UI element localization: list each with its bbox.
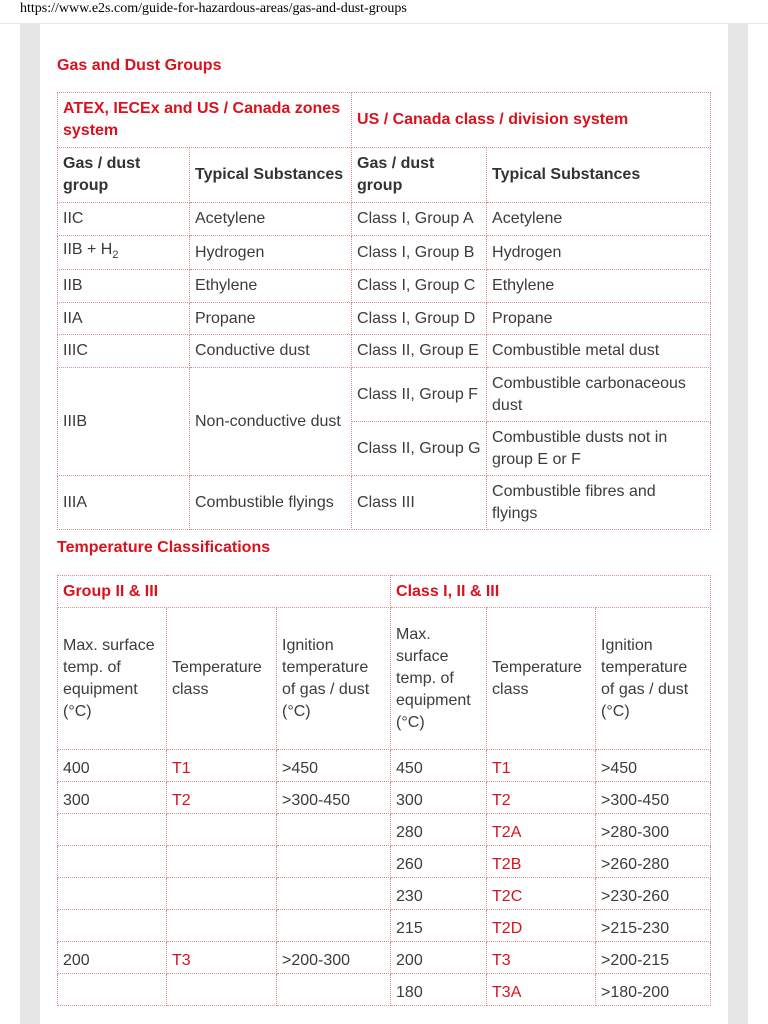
gas-dust-groups-table <box>57 92 711 530</box>
surface-temp-cell: 200 <box>58 942 167 974</box>
substance-cell: Acetylene <box>190 203 352 236</box>
col-typical-substances-us: Typical Substances <box>487 148 711 203</box>
table-row <box>58 335 711 368</box>
class-group-cell: Class III <box>352 476 487 530</box>
ignition-cell-us: >230-260 <box>596 878 711 910</box>
table-row <box>58 236 711 270</box>
substance-cell: Combustible flyings <box>190 476 352 530</box>
ignition-cell <box>277 910 391 942</box>
group-cell: IIC <box>58 203 190 236</box>
col-ignition-temp: Ignition temperature of gas / dust (°C) <box>277 608 391 750</box>
table-row <box>58 942 711 974</box>
substance-cell: Hydrogen <box>190 236 352 270</box>
table-row <box>58 814 711 846</box>
temp-class-cell-us: T2C <box>487 878 596 910</box>
surface-temp-cell <box>58 814 167 846</box>
surface-temp-cell-us: 300 <box>391 782 487 814</box>
col-temperature-class: Temperature class <box>167 608 277 750</box>
table-row <box>58 270 711 303</box>
class-division-header: US / Canada class / division system <box>352 93 711 148</box>
col-max-surface-temp-us: Max. surface temp. of equipment (°C) <box>391 608 487 750</box>
surface-temp-cell: 300 <box>58 782 167 814</box>
class-group-cell: Class I, Group C <box>352 270 487 303</box>
table-row <box>58 910 711 942</box>
content-page <box>40 24 728 1024</box>
surface-temp-cell <box>58 878 167 910</box>
col-gas-dust-group-us: Gas / dust group <box>352 148 487 203</box>
temp-class-cell-us: T3A <box>487 974 596 1006</box>
class-group-cell: Class II, Group F <box>352 368 487 422</box>
temp-class-cell-us: T3 <box>487 942 596 974</box>
ignition-cell: >450 <box>277 750 391 782</box>
col-ignition-temp-us: Ignition temperature of gas / dust (°C) <box>596 608 711 750</box>
class-substance-cell: Hydrogen <box>487 236 711 270</box>
temp-class-cell-us: T2A <box>487 814 596 846</box>
group-subscript: 2 <box>112 249 119 262</box>
temp-class-cell-us: T1 <box>487 750 596 782</box>
table-row <box>58 203 711 236</box>
temp-class-cell <box>167 878 277 910</box>
surface-temp-cell <box>58 974 167 1006</box>
ignition-cell: >200-300 <box>277 942 391 974</box>
class-group-cell: Class II, Group G <box>352 422 487 476</box>
ignition-cell <box>277 846 391 878</box>
substance-cell: Propane <box>190 303 352 335</box>
class-substance-cell: Combustible fibres and flyings <box>487 476 711 530</box>
group-cell: IIA <box>58 303 190 335</box>
class-substance-cell: Acetylene <box>487 203 711 236</box>
temp-class-cell: T1 <box>167 750 277 782</box>
table-row <box>58 750 711 782</box>
ignition-cell-us: >215-230 <box>596 910 711 942</box>
table-row <box>58 368 711 422</box>
col-temperature-class-us: Temperature class <box>487 608 596 750</box>
col-typical-substances: Typical Substances <box>190 148 352 203</box>
class-substance-cell: Combustible carbonaceous dust <box>487 368 711 422</box>
substance-cell: Conductive dust <box>190 335 352 368</box>
col-max-surface-temp: Max. surface temp. of equipment (°C) <box>58 608 167 750</box>
temp-class-cell <box>167 846 277 878</box>
class-substance-cell: Combustible metal dust <box>487 335 711 368</box>
ignition-cell-us: >450 <box>596 750 711 782</box>
page-frame <box>20 24 748 1024</box>
group-text: IIB + H <box>63 240 113 258</box>
surface-temp-cell-us: 280 <box>391 814 487 846</box>
col-gas-dust-group: Gas / dust group <box>58 148 190 203</box>
class-substance-cell: Propane <box>487 303 711 335</box>
class-group-cell: Class II, Group E <box>352 335 487 368</box>
temperature-classifications-table <box>57 575 711 1006</box>
surface-temp-cell-us: 200 <box>391 942 487 974</box>
ignition-cell-us: >260-280 <box>596 846 711 878</box>
class-substance-cell: Combustible dusts not in group E or F <box>487 422 711 476</box>
temp-class-cell <box>167 974 277 1006</box>
table-row <box>58 974 711 1006</box>
temp-class-cell-us: T2D <box>487 910 596 942</box>
temp-class-cell <box>167 814 277 846</box>
gas-dust-groups-title: Gas and Dust Groups <box>57 57 222 74</box>
ignition-cell: >300-450 <box>277 782 391 814</box>
ignition-cell-us: >200-215 <box>596 942 711 974</box>
surface-temp-cell-us: 450 <box>391 750 487 782</box>
substance-cell: Non-conductive dust <box>190 368 352 476</box>
ignition-cell <box>277 974 391 1006</box>
temperature-classifications-title: Temperature Classifications <box>57 539 271 556</box>
temp-class-cell: T2 <box>167 782 277 814</box>
surface-temp-cell-us: 230 <box>391 878 487 910</box>
surface-temp-cell-us: 180 <box>391 974 487 1006</box>
ignition-cell-us: >300-450 <box>596 782 711 814</box>
table-row <box>58 476 711 530</box>
ignition-cell <box>277 814 391 846</box>
class-group-cell: Class I, Group B <box>352 236 487 270</box>
page-url: https://www.e2s.com/guide-for-hazardous-areas/gas-and-dust-groups <box>20 1 407 16</box>
temp-class-cell <box>167 910 277 942</box>
temp-class-cell-us: T2 <box>487 782 596 814</box>
surface-temp-cell-us: 260 <box>391 846 487 878</box>
class-group-cell: Class I, Group A <box>352 203 487 236</box>
table-row <box>58 878 711 910</box>
table-row <box>58 782 711 814</box>
ignition-cell-us: >180-200 <box>596 974 711 1006</box>
surface-temp-cell <box>58 846 167 878</box>
class-group-cell: Class I, Group D <box>352 303 487 335</box>
group-cell: IIIA <box>58 476 190 530</box>
group-cell: IIIB <box>58 368 190 476</box>
surface-temp-cell: 400 <box>58 750 167 782</box>
ignition-cell-us: >280-300 <box>596 814 711 846</box>
zones-system-header: ATEX, IECEx and US / Canada zones system <box>58 93 352 148</box>
table-row <box>58 303 711 335</box>
class-substance-cell: Ethylene <box>487 270 711 303</box>
temp-class-cell-us: T2B <box>487 846 596 878</box>
group-cell: IIIC <box>58 335 190 368</box>
group-ii-iii-header: Group II & III <box>58 576 391 608</box>
temp-class-cell: T3 <box>167 942 277 974</box>
surface-temp-cell <box>58 910 167 942</box>
group-cell <box>58 236 190 270</box>
substance-cell: Ethylene <box>190 270 352 303</box>
ignition-cell <box>277 878 391 910</box>
table-row <box>58 846 711 878</box>
surface-temp-cell-us: 215 <box>391 910 487 942</box>
group-cell: IIB <box>58 270 190 303</box>
class-i-ii-iii-header: Class I, II & III <box>391 576 711 608</box>
